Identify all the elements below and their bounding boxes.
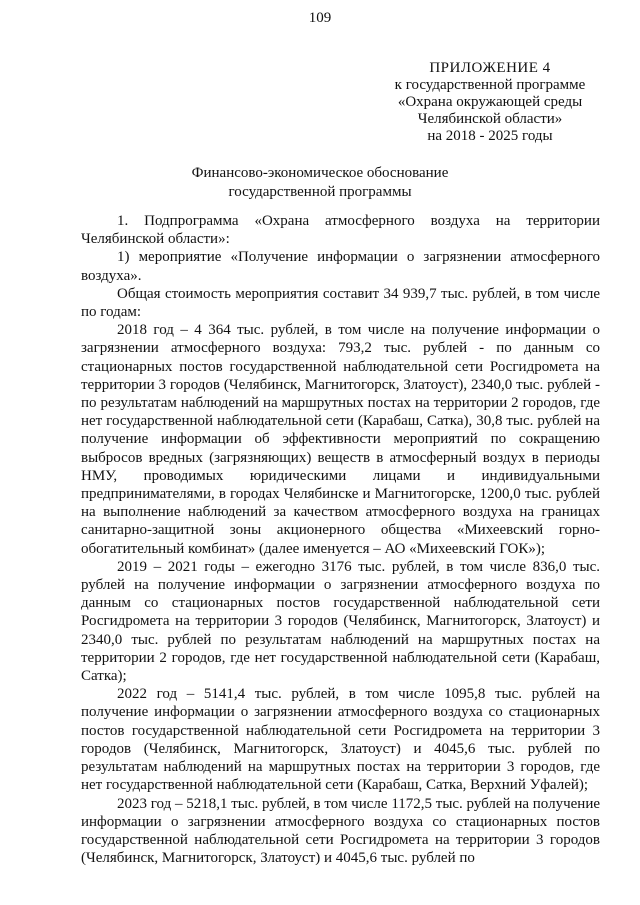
paragraph-measure: 1) мероприятие «Получение информации о загрязнении атмосферного воздуха». — [81, 249, 600, 284]
paragraph-year-2023: 2023 год – 5218,1 тыс. рублей, в том числе 1172,5 тыс. рублей на получение информации о загрязнении атмосферного воздуха со стационарных постов государственной наблюдательной сети Росгидромета на территории 3 городов (Челябинск, Магнитогорск, Златоуст) и 4045,6 тыс. рублей по — [81, 795, 601, 867]
paragraph-total-cost: Общая стоимость мероприятия составит 34 939,7 тыс. рублей, в том числе по годам: — [81, 285, 600, 321]
paragraph-years-2019-2021: 2019 – 2021 годы – ежегодно 3176 тыс. рублей, в том числе 836,0 тыс. рублей на получение информации о загрязнении атмосферного воздуха по данным со стационарных постов государственной наблюдательной сети Росгидромета на территории 3 городов (Челябинск, Магнитогорск, Златоуст) и 2340,0 тыс. рублей по результатам наблюдений на маршрутных постах на территории 2 городов, где нет государственной наблюдательной сети (Карабаш, Сатка); — [81, 558, 600, 685]
paragraph-subprogram: 1. Подпрограмма «Охрана атмосферного воздуха на территории Челябинской области»: — [81, 213, 600, 248]
appendix-title: ПРИЛОЖЕНИЕ 4 — [429, 60, 551, 76]
appendix-line: «Охрана окружающей среды — [397, 94, 583, 110]
appendix-header — [385, 60, 595, 145]
paragraph-year-2022: 2022 год – 5141,4 тыс. рублей, в том числе 1095,8 тыс. рублей на получение информации о загрязнении атмосферного воздуха со стационарных постов государственной наблюдательной сети Росгидромета на территории 3 городов (Челябинск, Магнитогорск, Златоуст) и 4045,6 тыс. рублей по результатам наблюдений на маршрутных постах на территории 3 городов, где нет государственной наблюдательной сети (Карабаш, Сатка, Верхний Уфалей); — [81, 686, 600, 794]
paragraph-year-2018: 2018 год – 4 364 тыс. рублей, в том числе на получение информации о загрязнении атмосферного воздуха: 793,2 тыс. рублей - по данным со стационарных постов государственной наблюдательной сети Росгидромета на территории 3 городов (Челябинск, Магнитогорск, Златоуст), 2340,0 тыс. рублей - по результатам наблюдений на маршрутных постах на территории 2 городов, где нет государственной наблюдательной сети (Карабаш, Сатка), 30,8 тыс. рублей на получение информации об эффективности мероприятий по сокращению выбросов вредных (загрязняющих) веществ в атмосферный воздух в периоды НМУ, проводимых юридическими лицами и индивидуальными предпринимателями, в городах Челябинске и Магнитогорске, 1200,0 тыс. рублей на выполнение наблюдений за качеством атмосферного воздуха на границах санитарно-защитной зоны акционерного общества «Михеевский горно-обогатительный комбинат» (далее именуется – АО «Михеевский ГОК»); — [81, 322, 600, 557]
appendix-line: Челябинской области» — [417, 111, 563, 127]
document-title-line: государственной программы — [228, 184, 412, 200]
body-text — [81, 212, 600, 867]
appendix-line: к государственной программе — [394, 77, 586, 93]
appendix-line: на 2018 - 2025 годы — [427, 128, 553, 144]
document-title-line: Финансово-экономическое обоснование — [191, 165, 449, 181]
document-title — [0, 164, 640, 202]
page-number: 109 — [308, 10, 332, 26]
